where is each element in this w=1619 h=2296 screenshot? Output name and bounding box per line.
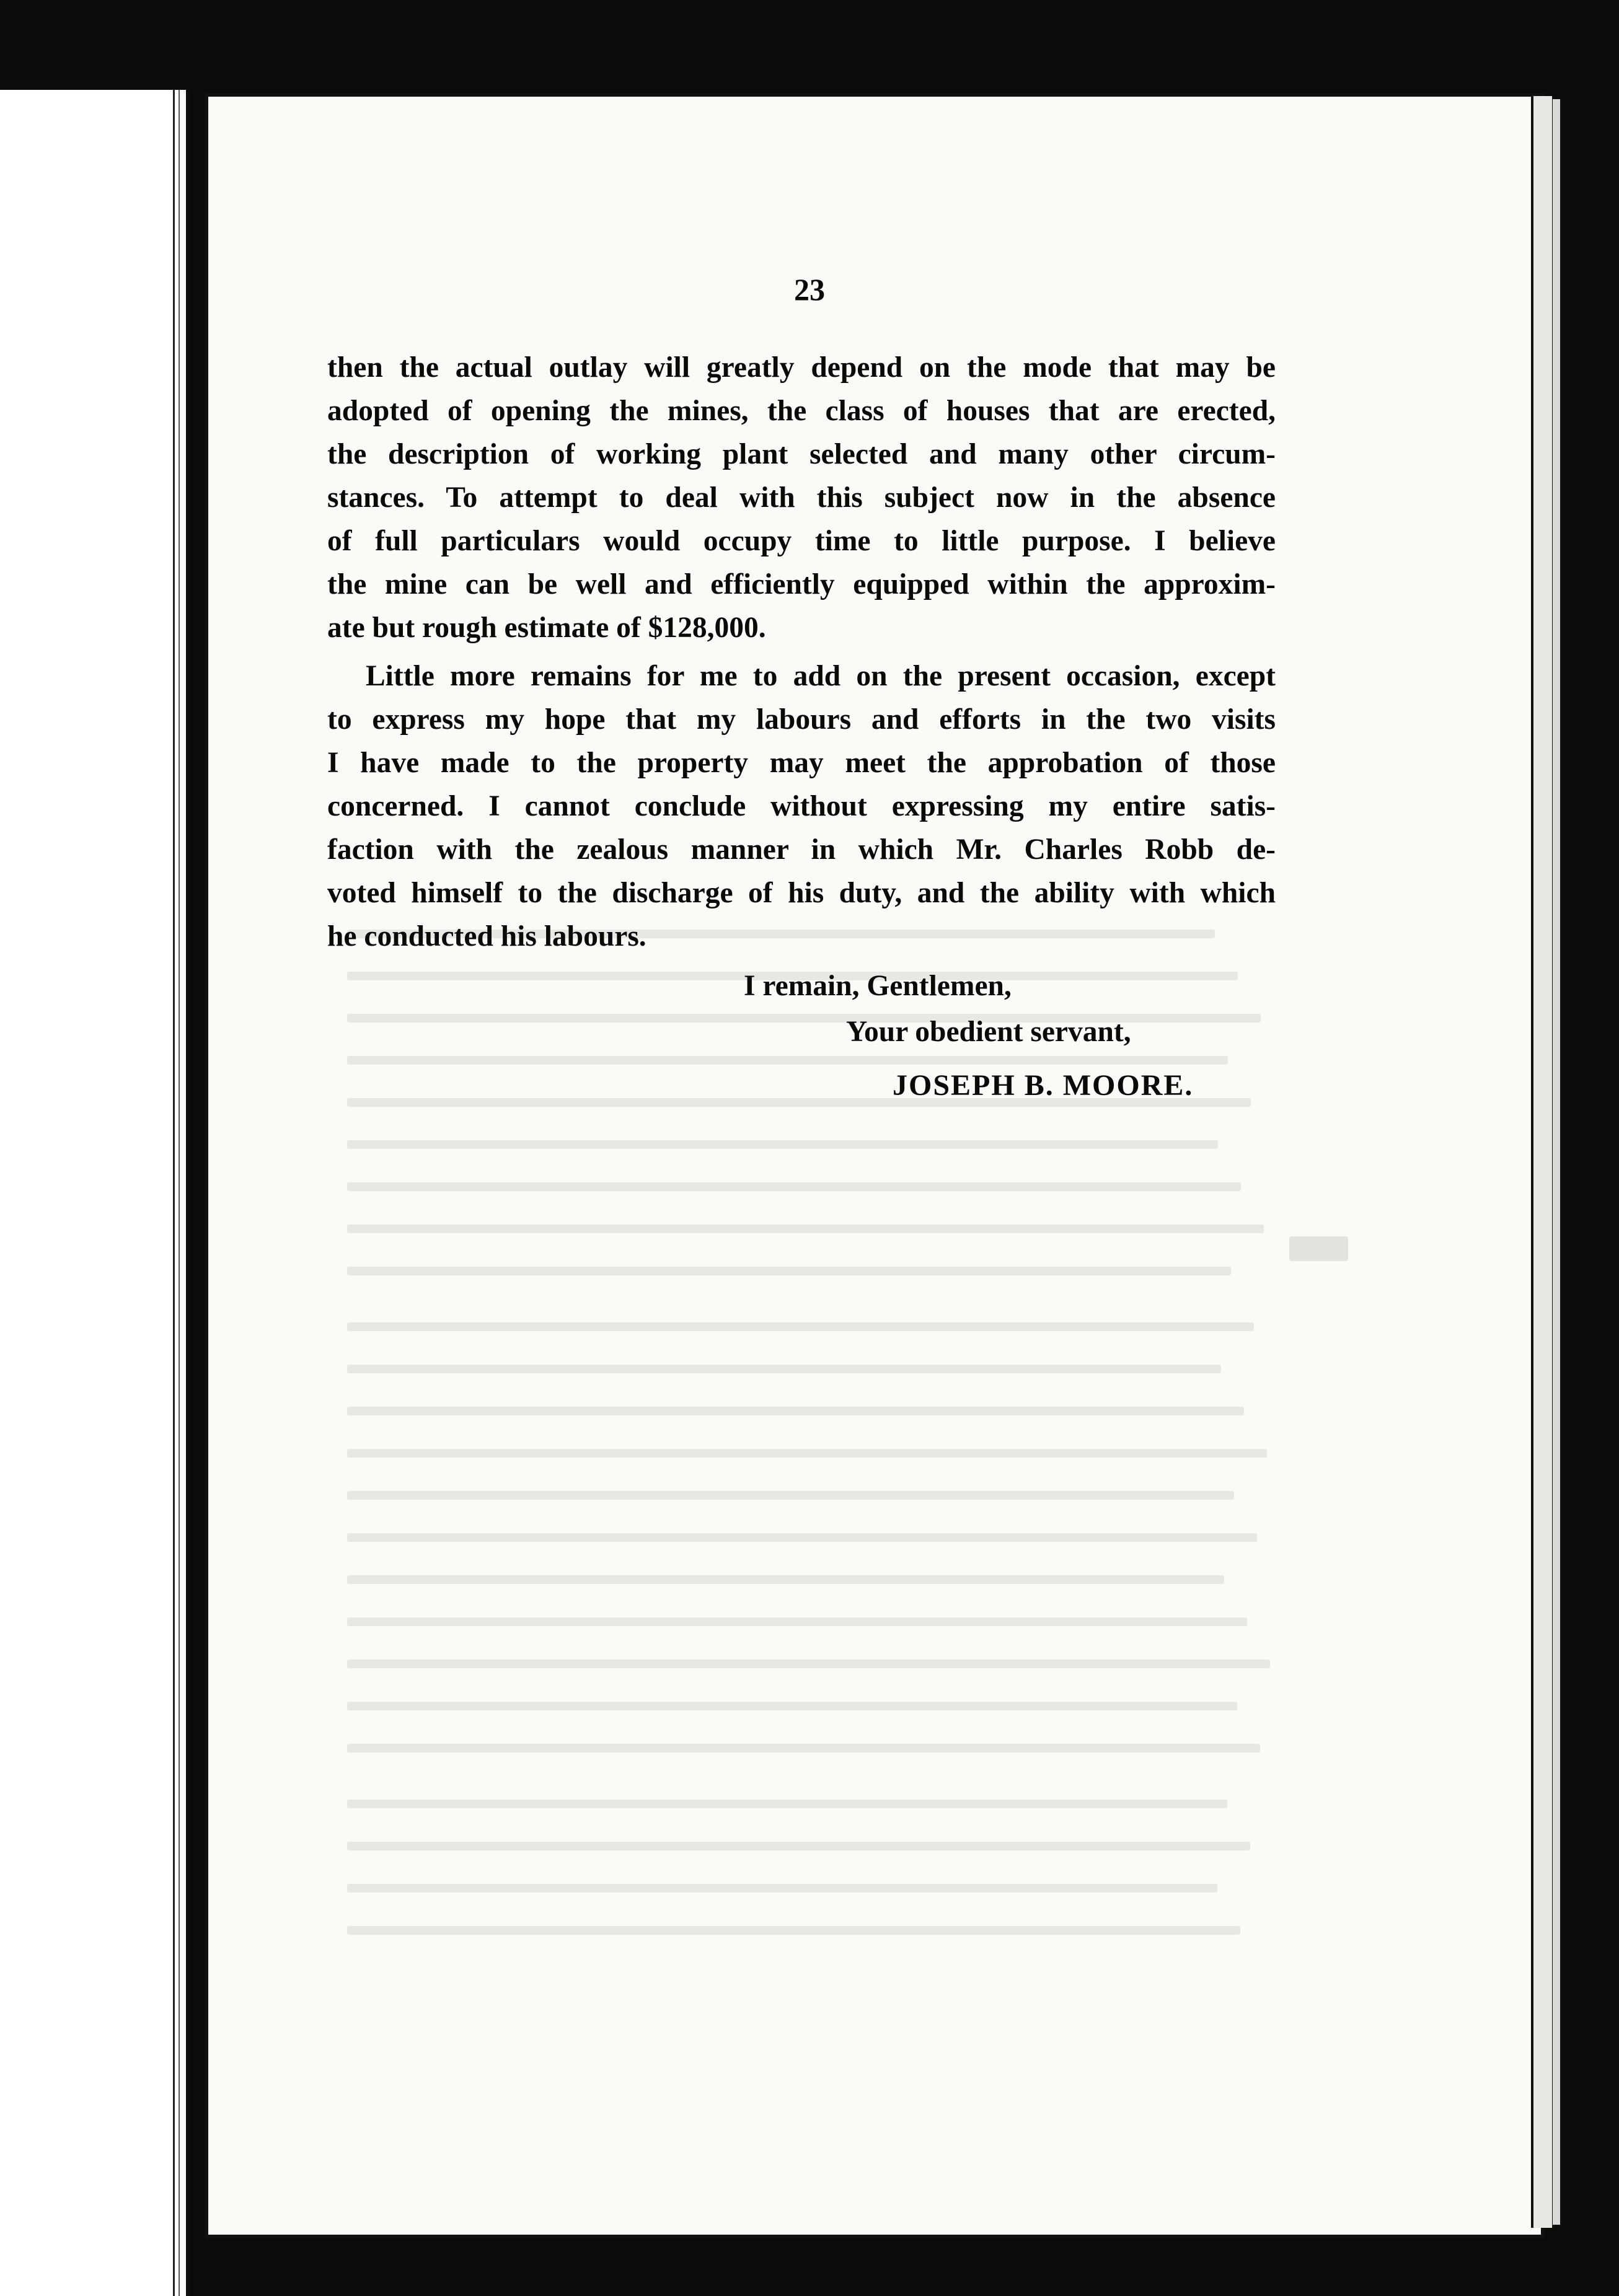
- bleed-through-line: [347, 1056, 1228, 1065]
- bleed-through-line: [347, 1744, 1260, 1753]
- bleed-through-line: [347, 1702, 1237, 1710]
- text-line: I have made to the property may meet the approbation of those: [327, 747, 1276, 779]
- bleed-through-line: [347, 1842, 1250, 1850]
- bleed-through-line: [347, 1322, 1254, 1331]
- left-facing-page: [0, 90, 190, 2296]
- bleed-through-line: [347, 1926, 1240, 1935]
- text-line: voted himself to the discharge of his duty, and the ability with which: [327, 877, 1276, 909]
- bleed-through-line: [347, 1267, 1231, 1275]
- text-line: adopted of opening the mines, the class of houses that are erected,: [327, 395, 1276, 427]
- bleed-through-line: [347, 1365, 1221, 1373]
- margin-note-smudge: [1289, 1236, 1348, 1261]
- bleed-through-line: [347, 1660, 1270, 1668]
- text-line: faction with the zealous manner in which Mr. Charles Robb de-: [327, 834, 1276, 866]
- bleed-through-line: [347, 1800, 1227, 1808]
- text-line: Little more remains for me to add on the present occasion, except: [366, 660, 1276, 692]
- text-line: concerned. I cannot conclude without expressing my entire satis-: [327, 790, 1276, 822]
- bleed-through-line: [347, 1225, 1264, 1233]
- bleed-through-line: [347, 1407, 1244, 1415]
- page-edge: [1531, 96, 1555, 2228]
- text-line: then the actual outlay will greatly depend on the mode that may be: [327, 351, 1276, 384]
- signature: JOSEPH B. MOORE.: [893, 1069, 1194, 1102]
- bleed-through-line: [347, 1182, 1241, 1191]
- text-line: of full particulars would occupy time to little purpose. I believe: [327, 525, 1276, 557]
- page-edge-inner: [1553, 99, 1562, 2225]
- page-gutter: [173, 90, 180, 2296]
- bleed-through-line: [347, 1449, 1267, 1458]
- bleed-through-line: [347, 1140, 1218, 1149]
- text-line: stances. To attempt to deal with this subject now in the absence: [327, 482, 1276, 514]
- text-line: he conducted his labours.: [327, 920, 646, 952]
- text-line: ate but rough estimate of $128,000.: [327, 612, 766, 644]
- bleed-through-line: [347, 1617, 1247, 1626]
- bleed-through-line: [347, 1533, 1257, 1542]
- bleed-through-line: [347, 1491, 1234, 1500]
- bleed-through-line: [347, 1884, 1217, 1893]
- text-line: the description of working plant selected and many other circum-: [327, 438, 1276, 470]
- valediction: Your obedient servant,: [846, 1016, 1131, 1048]
- text-line: the mine can be well and efficiently equipped within the approxim-: [327, 568, 1276, 600]
- text-line: to express my hope that my labours and efforts in the two visits: [327, 703, 1276, 736]
- bleed-through-line: [347, 1575, 1224, 1584]
- page-number: 23: [794, 272, 825, 307]
- salutation: I remain, Gentlemen,: [744, 970, 1012, 1002]
